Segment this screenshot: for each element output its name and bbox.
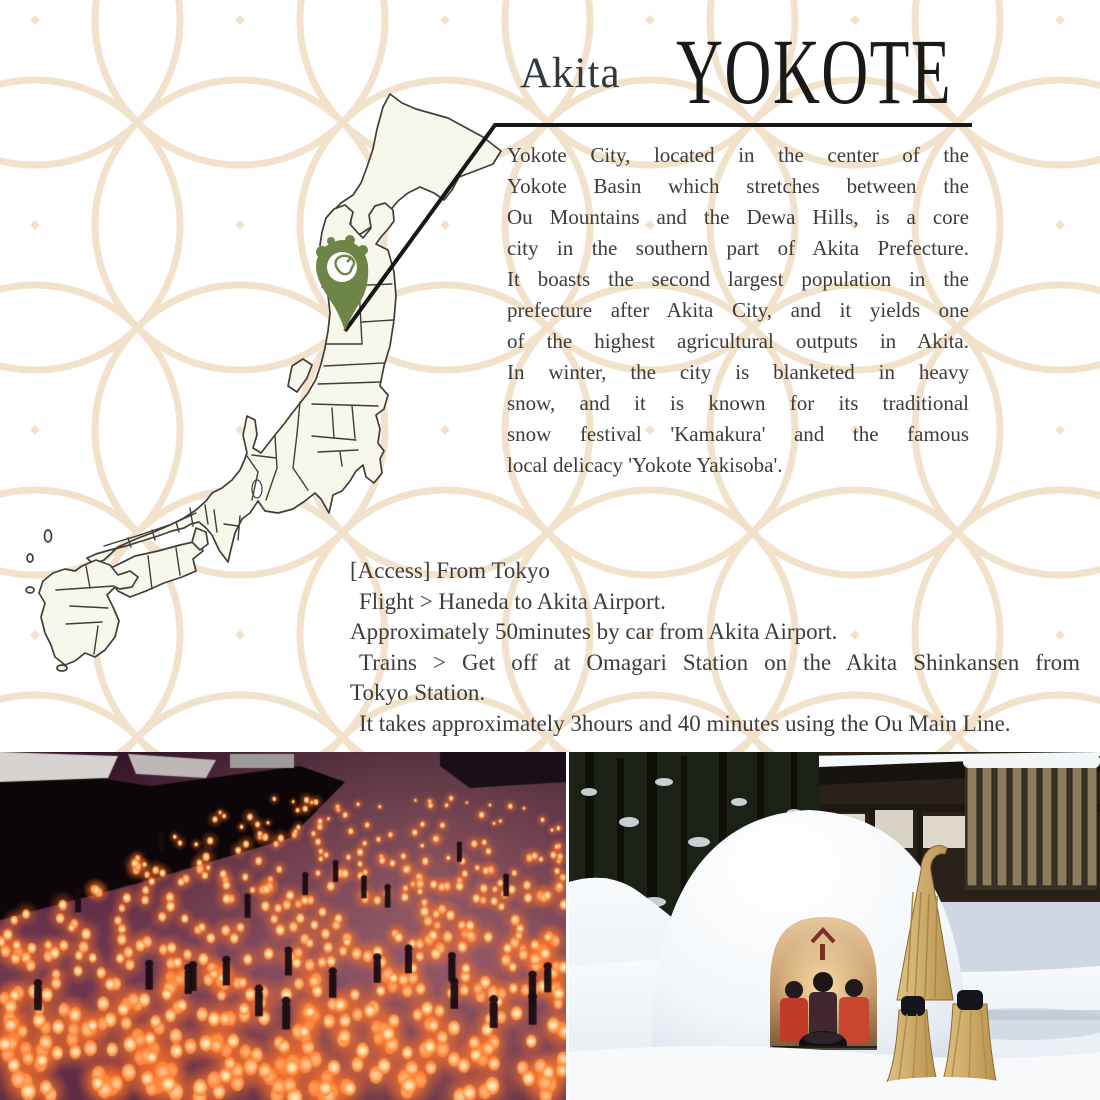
photo-kamakura-snow-hut (569, 752, 1100, 1100)
access-line: Approximately 50minutes by car from Akita Airport. (350, 619, 838, 644)
access-line: Trains > Get off at Omagari Station on the Akita Shinkansen from (359, 649, 1080, 675)
description-line: city in the southern part of Akita Prefecture. (507, 236, 969, 260)
description-line: snow festival 'Kamakura' and the famous (507, 422, 969, 446)
description-line: local delicacy 'Yokote Yakisoba'. (507, 453, 783, 477)
access-line: Flight > Haneda to Akita Airport. (359, 588, 666, 614)
map-small-island (26, 587, 34, 593)
description-line: prefecture after Akita City, and it yields one (507, 298, 969, 322)
description-line: In winter, the city is blanketed in heavy (507, 360, 969, 384)
photo-snow-lantern-festival (0, 752, 566, 1100)
description-line: Ou Mountains and the Dewa Hills, is a core (507, 205, 969, 229)
kamakura-scene (569, 752, 1100, 1100)
description-line: Yokote Basin which stretches between the (507, 174, 969, 198)
map-sado-island (288, 359, 312, 392)
description-line: It boasts the second largest population in the (507, 267, 969, 291)
title-prefecture: Akita (520, 50, 621, 97)
description-line: Yokote City, located in the center of the (507, 143, 969, 167)
access-heading: [Access] From Tokyo (350, 558, 550, 583)
access-line: It takes approximately 3hours and 40 minutes using the Ou Main Line. (359, 710, 1011, 736)
title-city: YOKOTE (676, 21, 952, 124)
description-line: of the highest agricultural outputs in Akita. (507, 329, 969, 353)
access-line: Tokyo Station. (350, 680, 486, 705)
description-line: snow, and it is known for its traditional (507, 391, 969, 415)
map-hokkaido (331, 94, 501, 239)
map-kyushu (39, 560, 138, 665)
kamakura-entrance (770, 917, 878, 1058)
lantern-festival-image (0, 752, 566, 1100)
map-small-island (57, 665, 67, 671)
description-paragraph (507, 140, 969, 481)
map-small-island (45, 530, 52, 542)
access-section (350, 556, 1080, 739)
wooden-fence (963, 754, 1100, 890)
map-small-island (27, 554, 33, 562)
